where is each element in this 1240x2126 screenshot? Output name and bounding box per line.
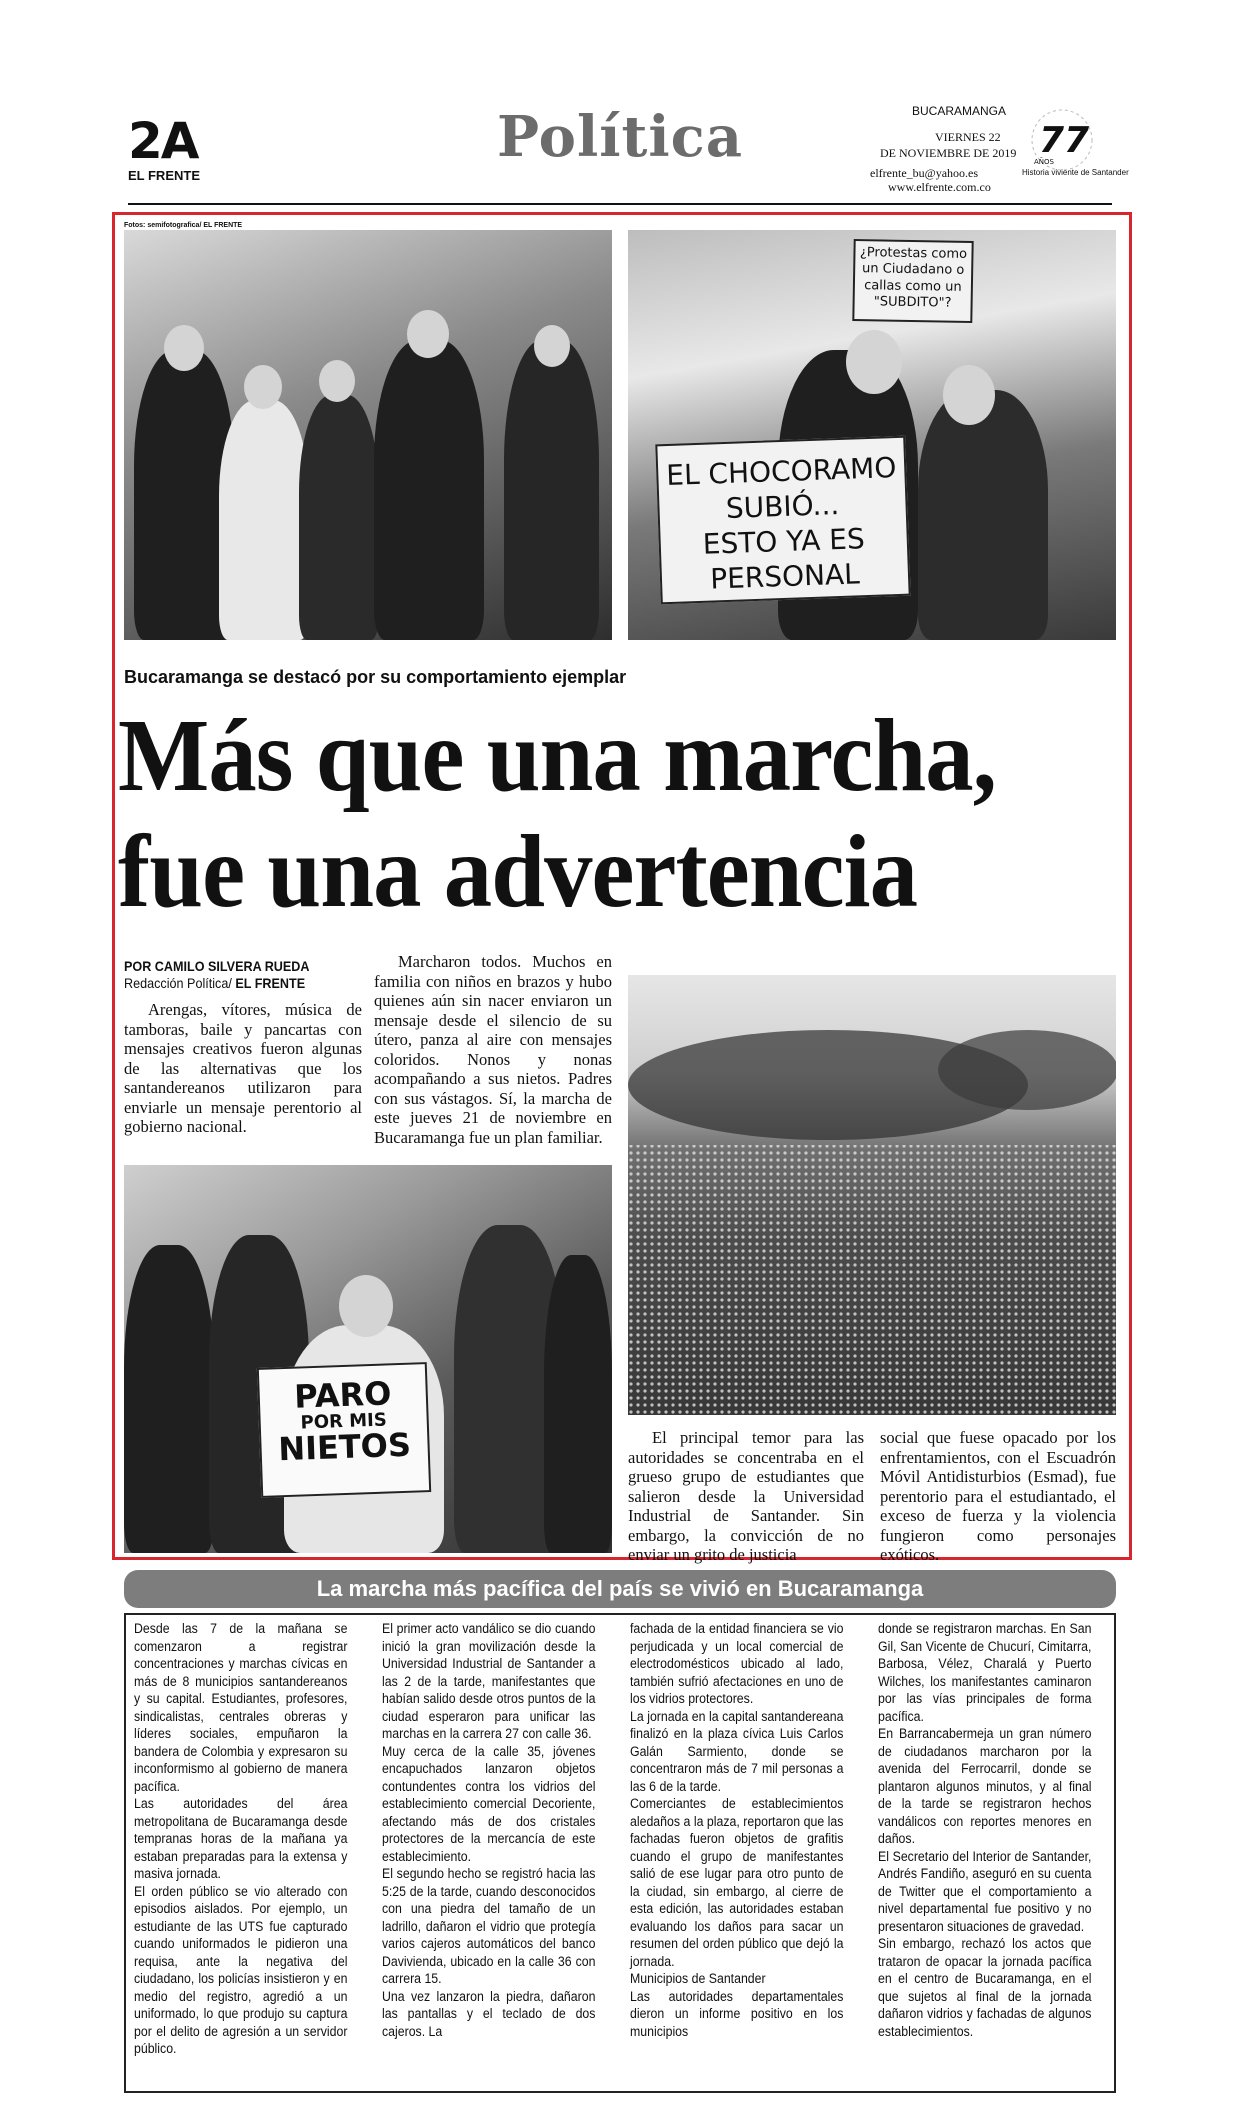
anniversary-tagline: Historia viviente de Santander (1022, 168, 1129, 177)
sidebar-title: La marcha más pacífica del país se vivió en Bucaramanga (124, 1570, 1116, 1608)
sign-subdito-line: callas como un (864, 277, 962, 295)
article-headline (118, 698, 1048, 930)
crowd-texture (628, 975, 1116, 1415)
photo-paro-por-mis-nietos (124, 1165, 612, 1553)
page-number: 2A (128, 112, 198, 170)
sidebar-paragraph: El segundo hecho se registró hacia las 5:25 de la tarde, cuando desconocidos con una piedra del tamaño de un ladrillo, dañaron el vidrio que protegía varios cajeros automáticos del banco Davivienda, ubicado en la calle 36 con carrera 15. (382, 1866, 596, 1986)
sign-subdito-line: un Ciudadano o (861, 261, 965, 279)
byline-desk-label: Redacción Política/ (124, 975, 232, 991)
sign-paro-por-mis-nietos (257, 1362, 431, 1498)
byline-desk (124, 975, 305, 991)
section-title: Política (496, 104, 744, 170)
sidebar-column-3 (630, 1620, 843, 2040)
header-date-day: VIERNES 22 (935, 130, 1001, 144)
photo-police-and-marchers (124, 230, 612, 640)
byline: POR CAMILO SILVERA RUEDA (124, 958, 310, 974)
sidebar-paragraph: Desde las 7 de la mañana se comenzaron a registrar concentraciones y marchas cívicas en más de 8 municipios santandereanos y su capital. Estudiantes, profesores, sindicalistas, centrales obreras y líderes sociales, empuñaron la bandera de Colombia y expresaron su inconformismo al gobierno de manera pacífica. (134, 1621, 348, 1794)
sign-choco-line: SUBIÓ... (725, 488, 840, 525)
anniversary-label: AÑOS (1034, 158, 1054, 166)
sidebar-paragraph: Muy cerca de la calle 35, jóvenes encapuchados lanzaron objetos contundentes contra los vidrios del establecimiento comercial Decoriente, afectando más de dos cristales protectores de la mercancía de este establecimiento. (382, 1743, 596, 1864)
anniversary-number: 77 (1038, 120, 1090, 161)
sign-nietos-line: NIETOS (277, 1426, 412, 1469)
sidebar-column-2 (382, 1620, 595, 2040)
headline-line-1: Más que una marcha, (118, 698, 996, 813)
sidebar-paragraph: El primer acto vandálico se dio cuando inició la gran movilización desde la Universidad Industrial de Santander a las 2 de la tarde, manifestantes que habían salido desde otros puntos de la ciudad esperaron para unificar las marchas en la carrera 27 con calle 36. (382, 1621, 596, 1741)
sidebar-paragraph: En Barrancabermeja un gran número de ciudadanos marcharon por la avenida del Ferrocarril, donde se plantaron algunos minutos, y al final de la tarde se registraron hechos vandálicos con reportes menores en daños. (878, 1726, 1092, 1846)
byline-paper: EL FRENTE (235, 975, 306, 991)
photo-crowd-aerial (628, 975, 1116, 1415)
sidebar-paragraph: Sin embargo, rechazó los actos que trataron de opacar la jornada pacífica en el centro de Bucaramanga, en el que sujetos al final de la jornada dañaron vidrios y fachadas de algunos establecimientos. (878, 1936, 1092, 2039)
sidebar-column-4 (878, 1620, 1091, 2040)
publication-name: EL FRENTE (128, 168, 200, 183)
sidebar-paragraph: Una vez lanzaron la piedra, dañaron las pantallas y el teclado de dos cajeros. La (382, 1988, 596, 2039)
sidebar-subhead: Municipios de Santander (630, 1971, 766, 1986)
sign-nietos-line: PARO (293, 1374, 392, 1416)
sign-subdito-line: ¿Protestas como (859, 245, 968, 262)
header-date-month: DE NOVIEMBRE DE 2019 (880, 146, 1017, 160)
sign-subdito (852, 239, 973, 323)
sidebar-column-1 (134, 1620, 347, 2058)
sidebar-paragraph: El orden público se vio alterado con episodios aislados. Por ejemplo, un estudiante de las UTS fue capturado cuando uniformados le pidieron una requisa, ante la negativa del ciudadano, los policías insistieron y en medio del registro, agredió a un uniformado, lo que produjo su captura por el delito de agresión a un servidor público. (134, 1883, 348, 2056)
header-website: www.elfrente.com.co (888, 180, 991, 194)
sidebar-paragraph: La jornada en la capital santandereana finalizó en la plaza cívica Luis Carlos Galán Sarmiento, donde se concentraron más de 7 mil personas a las 6 de la tarde. (630, 1708, 844, 1794)
sign-choco-line: EL CHOCORAMO (665, 451, 897, 493)
sidebar-paragraph: Las autoridades del área metropolitana de Bucaramanga desde tempranas horas de la mañana ya estaban preparadas para la extensa y masiva jornada. (134, 1796, 348, 1881)
sidebar-paragraph: donde se registraron marchas. En San Gil, San Vicente de Chucurí, Cimitarra, Barbosa, Vélez, Charalá y Puerto Wilches, los manifestantes caminaron por las vías principales de forma pacífica. (878, 1621, 1092, 1724)
article-kicker: Bucaramanga se destacó por su comportamiento ejemplar (124, 667, 627, 687)
sign-choco-line: PERSONAL (709, 557, 861, 596)
sign-subdito-line: "SUBDITO"? (873, 294, 952, 311)
sign-choco-line: ESTO YA ES (702, 522, 866, 561)
header-city: BUCARAMANGA (912, 104, 1007, 118)
article-lede: Arengas, vítores, música de tamboras, baile y pancartas con mensajes creativos fueron algunas de las alternativas que los santandereanos utilizaron para enviarle un mensaje perentorio al gobierno nacional. (124, 1000, 362, 1136)
photo-credit: Fotos: semifotografica/ EL FRENTE (124, 222, 243, 229)
photo-chocoramo-sign (628, 230, 1116, 640)
header-email: elfrente_bu@yahoo.es (870, 166, 979, 180)
sidebar-paragraph: El Secretario del Interior de Santander, Andrés Fandiño, aseguró en su cuenta de Twitter que el comportamiento a nivel departamental fue positivo y no presentaron situaciones de gravedad. (878, 1848, 1092, 1934)
article-column-3: El principal temor para las autoridades se concentraba en el grueso grupo de estudiantes que salieron desde la Universidad Industrial de Santander. Sin embargo, la convicción de no enviar un grito de justicia (628, 1428, 864, 1564)
headline-line-2: fue una advertencia (118, 814, 918, 929)
sidebar-paragraph: fachada de la entidad financiera se vio perjudicada y un local comercial de electrodomésticos ubicado al lado, también sufrió afectaciones en uno de los vidrios protectores. (630, 1621, 844, 1706)
sign-nietos-line: POR MIS (300, 1409, 388, 1434)
header-rule (128, 203, 1112, 205)
sign-chocoramo (655, 436, 910, 605)
article-column-2: Marcharon todos. Muchos en familia con niños en brazos y hubo quienes aún sin nacer enviaron un mensaje desde el silencio de su útero, panza al aire con mensajes coloridos. Nonos y nonas acompañando a sus nietos. Padres con sus vástagos. Sí, la marcha de este jueves 21 de noviembre en Bucaramanga fue un plan familiar. (374, 952, 612, 1147)
sidebar-paragraph: Las autoridades departamentales dieron un informe positivo en los municipios (630, 1988, 844, 2039)
sidebar-paragraph: Comerciantes de establecimientos aledaños a la plaza, reportaron que las fachadas fueron objetos de grafitis cuando el grupo de manifestantes salió de ese lugar para otro punto de la ciudad, sin embargo, al cierre de esta edición, las autoridades estaban evaluando los daños para sacar un resumen del orden público que dejó la jornada. (630, 1796, 844, 1969)
article-column-4: social que fuese opacado por los enfrentamientos, con el Escuadrón Móvil Antidisturbios (Esmad), fue perentorio para el estudiantado, el exceso de fuerza y la violencia fungieron como personajes exóticos. (880, 1428, 1116, 1564)
